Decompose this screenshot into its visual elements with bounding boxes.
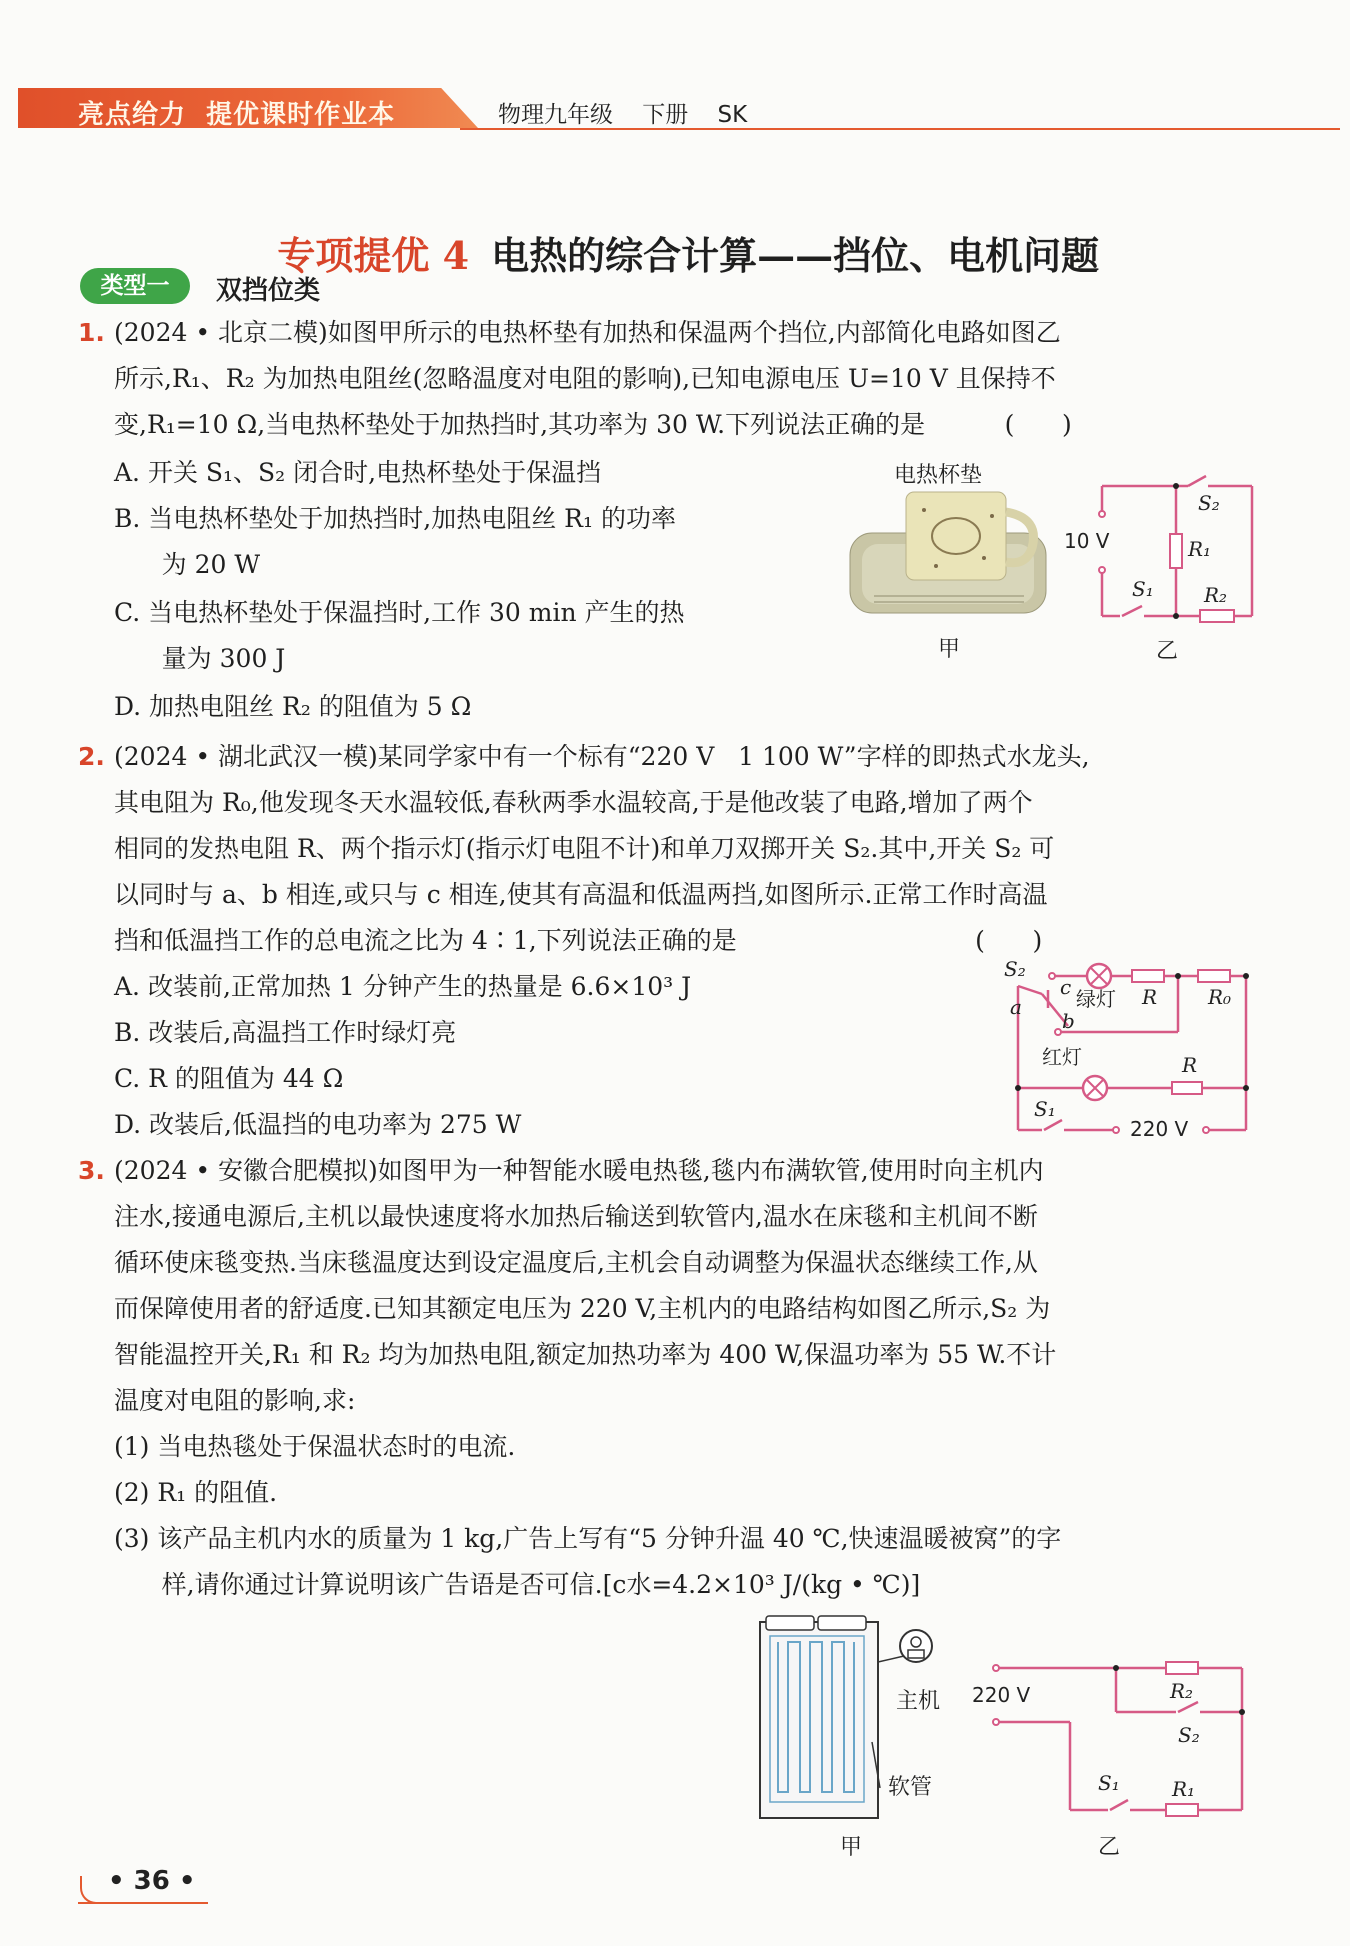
q2-circuit-voltage: 220 V <box>1130 1117 1189 1141</box>
q2-circuit-r-bottom: R <box>1182 1053 1198 1077</box>
q3-sub-3-cont: 样,请你通过计算说明该广告语是否可信.[c水=4.2×10³ J/(kg • ℃)] <box>114 1570 921 1599</box>
q2-line-1: (2024 • 湖北武汉一模)某同学家中有一个标有“220 V 1 100 W”字样的即热式水龙头, <box>114 742 1090 771</box>
q3-circuit-r1: R₁ <box>1172 1777 1196 1801</box>
q3-sub-2: (2) R₁ 的阻值. <box>114 1478 278 1507</box>
page-number-rule <box>78 1902 208 1904</box>
q2-option-d: D. 改装后,低温挡的电功率为 275 W <box>114 1110 522 1139</box>
cup-warmer-illustration <box>844 488 1054 623</box>
title-prefix: 专项提优 4 <box>277 233 470 278</box>
q2-circuit-red: 红灯 <box>1042 1045 1082 1069</box>
q1-option-c-cont: 量为 300 J <box>114 644 286 673</box>
q2-circuit-b: b <box>1062 1009 1075 1033</box>
q3-circuit-s2: S₂ <box>1178 1723 1200 1747</box>
q2-line-4: 以同时与 a、b 相连,或只与 c 相连,使其有高温和低温两挡,如图所示.正常工作时高温 <box>114 880 1048 909</box>
q1-circuit-voltage: 10 V <box>1064 529 1110 553</box>
page-number-ornament <box>80 1876 108 1904</box>
q3-fig-tube-label: 软管 <box>888 1775 933 1800</box>
q1-circuit-r1: R₁ <box>1188 537 1212 561</box>
q1-option-b: B. 当电热杯垫处于加热挡时,加热电阻丝 R₁ 的功率 <box>114 504 676 533</box>
q1-option-c: C. 当电热杯垫处于保温挡时,工作 30 min 产生的热 <box>114 598 685 627</box>
q2-option-c: C. R 的阻值为 44 Ω <box>114 1064 344 1093</box>
q3-circuit-s1: S₁ <box>1098 1771 1120 1795</box>
q3-line-5: 智能温控开关,R₁ 和 R₂ 均为加热电阻,额定加热功率为 400 W,保温功率为 55 W.不计 <box>114 1340 1057 1369</box>
q3-line-6: 温度对电阻的影响,求: <box>114 1386 356 1415</box>
q3-sub-3: (3) 该产品主机内水的质量为 1 kg,广告上写有“5 分钟升温 40 ℃,快速温暖被窝”的字 <box>114 1524 1062 1553</box>
q1-option-b-cont: 为 20 W <box>114 550 261 579</box>
q3-fig-host-label: 主机 <box>896 1689 941 1714</box>
q2-circuit-green: 绿灯 <box>1076 987 1116 1011</box>
book-info: 物理九年级 下册 SK <box>498 102 748 128</box>
q3-sub-1: (1) 当电热毯处于保温状态时的电流. <box>114 1432 516 1461</box>
q1-line-1: (2024 • 北京二模)如图甲所示的电热杯垫有加热和保温两个挡位,内部简化电路如图乙 <box>114 318 1061 347</box>
q3-fig-b-label: 乙 <box>1098 1835 1121 1860</box>
q3-fig-a-label: 甲 <box>840 1835 863 1860</box>
q1-circuit-r2: R₂ <box>1204 583 1228 607</box>
type-badge: 类型一 <box>80 268 190 304</box>
q1-fig-title: 电热杯垫 <box>894 463 983 488</box>
title-main: 电热的综合计算——挡位、电机问题 <box>491 233 1100 278</box>
q2-option-b: B. 改装后,高温挡工作时绿灯亮 <box>114 1018 457 1047</box>
q1-fig-a-label: 甲 <box>938 637 961 662</box>
header-rule <box>460 128 1340 130</box>
q2-line-5: 挡和低温挡工作的总电流之比为 4∶1,下列说法正确的是 ( ) <box>114 926 1043 955</box>
q2-circuit-s1: S₁ <box>1034 1097 1056 1121</box>
q3-line-2: 注水,接通电源后,主机以最快速度将水加热后输送到软管内,温水在床毯和主机间不断 <box>114 1202 1038 1231</box>
q2-option-a: A. 改装前,正常加热 1 分钟产生的热量是 6.6×10³ J <box>114 972 692 1001</box>
q3-line-3: 循环使床毯变热.当床毯温度达到设定温度后,主机会自动调整为保温状态继续工作,从 <box>114 1248 1038 1277</box>
q2-circuit-r0: R₀ <box>1208 985 1232 1009</box>
q3-circuit-r2: R₂ <box>1170 1679 1194 1703</box>
q2-number: 2. <box>78 742 105 771</box>
q1-number: 1. <box>78 318 105 347</box>
q2-circuit-c: c <box>1060 975 1072 999</box>
q3-line-4: 而保障使用者的舒适度.已知其额定电压为 220 V,主机内的电路结构如图乙所示,S₂ 为 <box>114 1294 1051 1323</box>
q1-circuit-s2: S₂ <box>1198 491 1220 515</box>
q1-circuit-s1: S₁ <box>1132 577 1154 601</box>
page-title <box>0 180 1350 280</box>
q2-circuit-a: a <box>1010 995 1022 1019</box>
series-title: 亮点给力 提优课时作业本 <box>78 100 396 130</box>
q1-option-a: A. 开关 S₁、S₂ 闭合时,电热杯垫处于保温挡 <box>114 458 602 487</box>
q3-circuit-diagram <box>962 1650 1262 1820</box>
q1-fig-b-label: 乙 <box>1156 639 1179 664</box>
q2-circuit-r-top: R <box>1142 985 1158 1009</box>
q2-line-2: 其电阻为 R₀,他发现冬天水温较低,春秋两季水温较高,于是他改装了电路,增加了两个 <box>114 788 1033 817</box>
q2-line-3: 相同的发热电阻 R、两个指示灯(指示灯电阻不计)和单刀双掷开关 S₂.其中,开关 S₂ 可 <box>114 834 1055 863</box>
q1-line-3: 变,R₁=10 Ω,当电热杯垫处于加热挡时,其功率为 30 W.下列说法正确的是 ( ) <box>114 410 1072 439</box>
q3-circuit-voltage: 220 V <box>972 1683 1031 1707</box>
q2-circuit-diagram <box>1002 958 1272 1140</box>
page-number: • 36 • <box>108 1866 196 1896</box>
q2-circuit-s2: S₂ <box>1004 957 1026 981</box>
q3-line-1: (2024 • 安徽合肥模拟)如图甲为一种智能水暖电热毯,毯内布满软管,使用时向主机内 <box>114 1156 1044 1185</box>
q3-number: 3. <box>78 1156 105 1185</box>
q1-option-d: D. 加热电阻丝 R₂ 的阻值为 5 Ω <box>114 692 472 721</box>
q1-circuit-diagram <box>1064 470 1270 630</box>
type-label: 双挡位类 <box>216 276 321 306</box>
q1-line-2: 所示,R₁、R₂ 为加热电阻丝(忽略温度对电阻的影响),已知电源电压 U=10 V 且保持不 <box>114 364 1056 393</box>
